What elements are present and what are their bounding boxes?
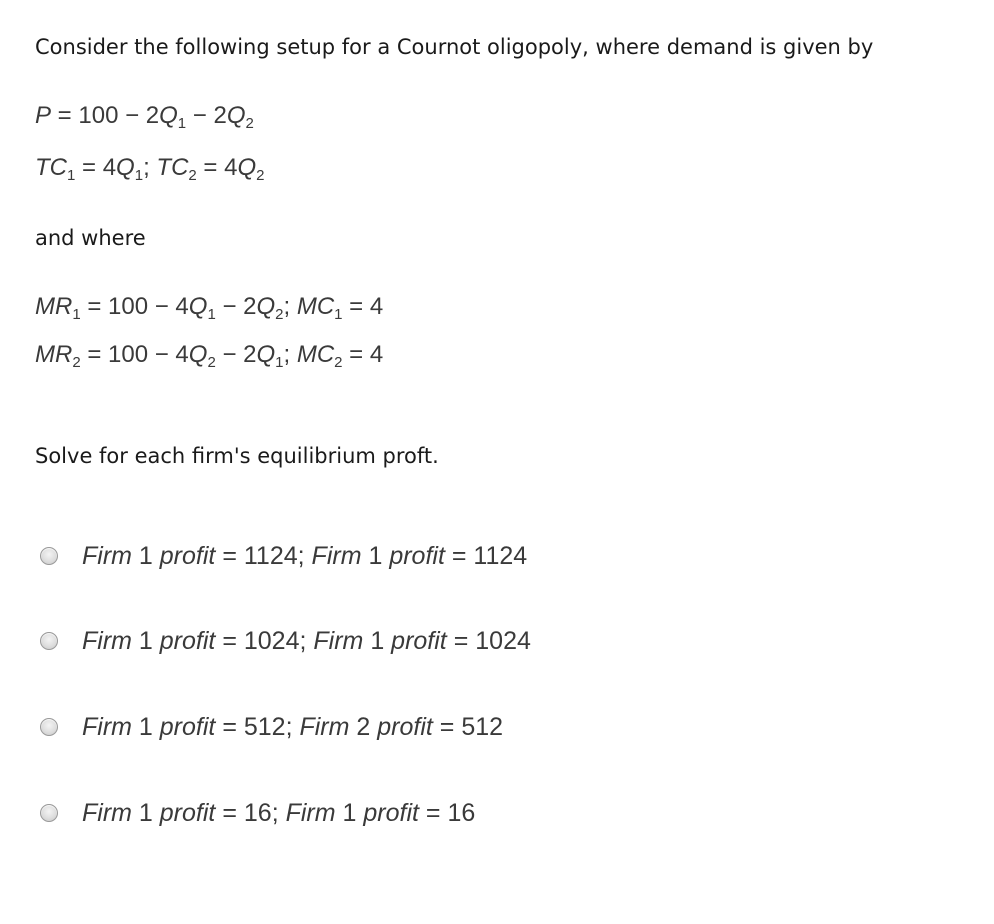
answer-option-1[interactable] <box>40 538 527 574</box>
answer-option-2[interactable] <box>40 623 531 659</box>
and-where-text: and where <box>35 226 146 250</box>
cost-equation: $TC_1 = 4Q_1$; $TC_2 = 4Q_2$ <box>35 154 265 184</box>
answer-option-3-label: Firm 1 profit = 512; Firm 2 profit = 512 <box>82 712 504 741</box>
answer-option-2-label: Firm 1 profit = 1024; Firm 1 profit = 1024 <box>82 626 531 655</box>
radio-button[interactable] <box>40 632 58 650</box>
firm2-marginal-equation: $MR_2 = 100 - 4Q_2 - 2Q_1$; $MC_2 = 4$ <box>35 341 384 371</box>
answer-option-4-label: Firm 1 profit = 16; Firm 1 profit = 16 <box>82 798 476 827</box>
answer-option-1-label: Firm 1 profit = 1124; Firm 1 profit = 1124 <box>82 541 528 570</box>
answer-option-4[interactable] <box>40 795 475 831</box>
radio-button[interactable] <box>40 718 58 736</box>
firm1-marginal-equation: $MR_1 = 100 - 4Q_1 - 2Q_2$; $MC_1 = 4$ <box>35 293 384 323</box>
question-intro: Consider the following setup for a Cournot oligopoly, where demand is given by <box>35 35 874 59</box>
radio-button[interactable] <box>40 804 58 822</box>
question-prompt: Solve for each firm's equilibrium proft. <box>35 444 439 468</box>
radio-button[interactable] <box>40 547 58 565</box>
answer-option-3[interactable] <box>40 709 503 745</box>
demand-equation: $P = 100 - 2Q_1 - 2Q_2$ <box>35 102 254 132</box>
